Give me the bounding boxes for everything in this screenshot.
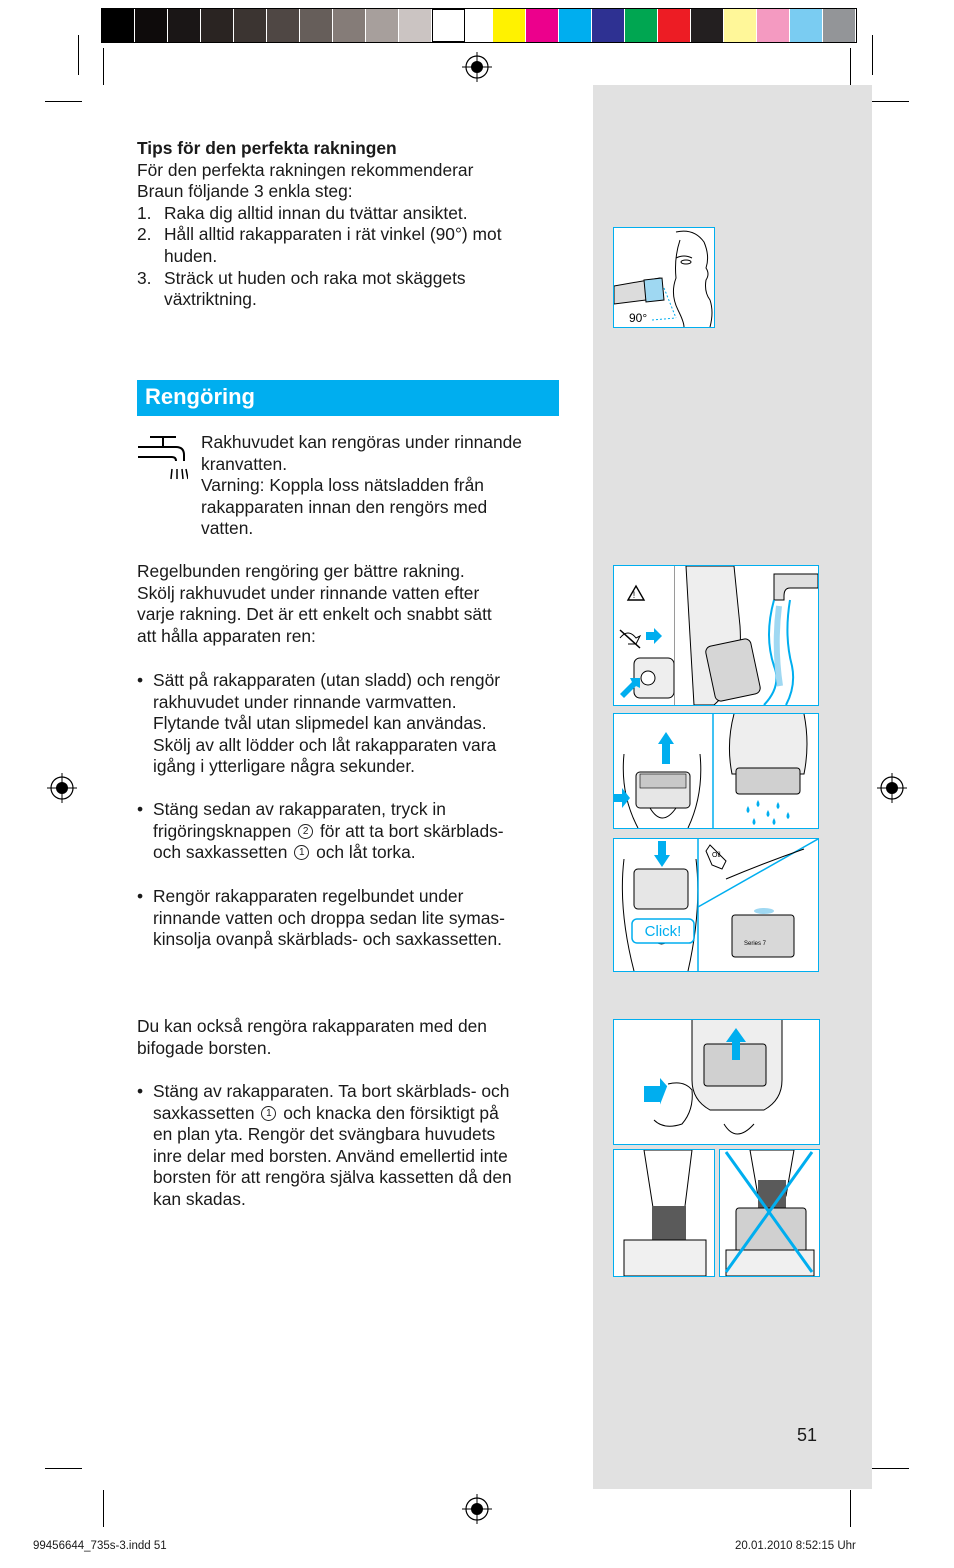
color-swatch	[790, 9, 823, 42]
color-swatch	[300, 9, 333, 42]
text-line: inre delar med borsten. Använd emellertid inte	[153, 1145, 508, 1166]
color-swatch	[102, 9, 135, 42]
tips-intro: För den perfekta rakningen rekommenderar	[137, 159, 474, 180]
text-line	[153, 842, 504, 864]
step-text-line: huden.	[164, 245, 218, 266]
text-line: igång i ytterligare några sekunder.	[153, 756, 415, 777]
text-line: kranvatten.	[201, 453, 288, 474]
tips-section	[137, 138, 562, 311]
color-swatch	[168, 9, 201, 42]
text-line: Stäng av rakapparaten. Ta bort skärblads- och	[153, 1081, 510, 1101]
text-line: varje rakning. Det är ett enkelt och snabbt sätt	[137, 604, 492, 625]
illustration-brushing-ok	[613, 1149, 715, 1277]
color-swatch	[493, 9, 526, 42]
text-line: vatten.	[201, 518, 254, 539]
circled-number-marker: 1	[294, 845, 309, 860]
illustration-brushing-not-allowed	[719, 1149, 820, 1277]
crop-mark	[103, 48, 104, 85]
numbered-step	[137, 224, 562, 267]
faucet-icon	[136, 433, 188, 485]
bullet-item	[137, 670, 562, 778]
color-swatch	[135, 9, 168, 42]
text-fragment: för att ta bort skärblads-	[319, 820, 504, 841]
color-swatch	[201, 9, 234, 42]
text-fragment: saxkassetten	[153, 1102, 255, 1123]
text-fragment: frigöringsknappen	[153, 820, 292, 841]
step-number: 1.	[137, 202, 152, 223]
color-swatch	[658, 9, 691, 42]
footer-timestamp: 20.01.2010 8:52:15 Uhr	[735, 1540, 856, 1552]
tips-steps-list	[137, 203, 562, 311]
color-swatch	[691, 9, 724, 42]
color-calibration-bar	[101, 8, 857, 43]
bullet-dot: •	[137, 799, 144, 819]
crop-mark	[45, 101, 82, 102]
step-text-line: Håll alltid rakapparaten i rät vinkel (90°) mot	[164, 224, 502, 245]
color-swatch	[399, 9, 432, 42]
color-swatch	[234, 9, 267, 42]
color-swatch	[559, 9, 592, 42]
text-line: bifogade borsten.	[137, 1037, 272, 1058]
illustration-shaving-angle	[613, 227, 715, 328]
text-line: Du kan också rengöra rakapparaten med den	[137, 1016, 487, 1036]
text-line: Skölj rakhuvudet under rinnande vatten efter	[137, 582, 480, 603]
numbered-step	[137, 203, 562, 225]
text-line: borsten för att rengöra själva kassetten då den	[153, 1167, 512, 1188]
brush-paragraph	[137, 1016, 562, 1059]
color-swatch	[526, 9, 559, 42]
series-label: Series 7	[744, 941, 767, 947]
text-fragment: och saxkassetten	[153, 842, 288, 863]
text-line: kinsolja ovanpå skärblads- och saxkassetten.	[153, 929, 502, 950]
step-text-line: Raka dig alltid innan du tvättar ansiktet.	[164, 202, 468, 223]
step-number: 3.	[137, 267, 152, 288]
faucet-note	[201, 432, 566, 540]
color-bar-gap	[465, 9, 493, 42]
color-swatch	[333, 9, 366, 42]
illustration-oil-and-click	[613, 838, 819, 972]
text-line: rinnande vatten och droppa sedan lite symas-	[153, 907, 505, 928]
crop-mark	[872, 1468, 909, 1469]
text-fragment: och knacka den försiktigt på	[283, 1102, 499, 1123]
angle-label: 90°	[629, 311, 648, 325]
footer-file-info: 99456644_735s-3.indd 51	[33, 1540, 167, 1552]
section-heading-bar	[137, 380, 559, 416]
text-line: Rakhuvudet kan rengöras under rinnande	[201, 432, 522, 452]
bullet-dot: •	[137, 1081, 144, 1101]
text-line: en plan yta. Rengör det svängbara huvudets	[153, 1124, 496, 1145]
tips-intro: Braun följande 3 enkla steg:	[137, 181, 353, 202]
crop-mark	[78, 35, 79, 75]
step-number: 2.	[137, 224, 152, 245]
text-line: kan skadas.	[153, 1188, 246, 1209]
crop-mark	[850, 48, 851, 85]
crop-mark	[850, 1490, 851, 1527]
numbered-step	[137, 268, 562, 311]
crop-mark	[103, 1490, 104, 1527]
illustration-brush-remove	[613, 1019, 820, 1145]
tips-title: Tips för den perfekta rakningen	[137, 138, 397, 158]
circled-number-marker: 2	[298, 824, 313, 839]
illustration-rinsing-under-tap	[613, 565, 819, 706]
crop-mark	[872, 35, 873, 75]
color-swatch	[823, 9, 856, 42]
circled-number-marker: 1	[261, 1106, 276, 1121]
text-line: Rengör rakapparaten regelbundet under	[153, 886, 464, 906]
color-swatch	[432, 9, 465, 42]
text-line: Sätt på rakapparaten (utan sladd) och rengör	[153, 670, 501, 690]
page-number: 51	[797, 1425, 818, 1445]
text-line: Regelbunden rengöring ger bättre rakning.	[137, 561, 465, 581]
oil-label: Oil	[712, 852, 721, 859]
text-line: Varning: Koppla loss nätsladden från	[201, 475, 484, 496]
bullet-item	[137, 886, 562, 951]
registration-mark-icon	[462, 1494, 492, 1524]
click-label: Click!	[644, 923, 682, 940]
color-swatch	[625, 9, 658, 42]
bullet-dot: •	[137, 886, 144, 906]
illustration-remove-cassette	[613, 713, 819, 829]
color-swatch	[366, 9, 399, 42]
text-line: Stäng sedan av rakapparaten, tryck in	[153, 799, 446, 819]
crop-mark	[45, 1468, 82, 1469]
text-fragment: och låt torka.	[316, 842, 416, 863]
step-text-line: Sträck ut huden och raka mot skäggets	[164, 267, 466, 288]
color-swatch	[267, 9, 300, 42]
registration-mark-icon	[462, 52, 492, 82]
bullet-item	[137, 799, 562, 864]
text-line: att hålla apparaten ren:	[137, 625, 316, 646]
color-swatch	[724, 9, 757, 42]
color-swatch	[757, 9, 790, 42]
crop-mark	[872, 101, 909, 102]
text-line: rakhuvudet under rinnande varmvatten.	[153, 691, 457, 712]
text-line: Flytande tvål utan slipmedel kan användas.	[153, 713, 487, 734]
registration-mark-icon	[877, 773, 907, 803]
registration-mark-icon	[47, 773, 77, 803]
section-title: Rengöring	[145, 384, 255, 409]
color-swatch	[592, 9, 625, 42]
text-line: Skölj av allt lödder och låt rakapparaten vara	[153, 734, 497, 755]
text-line	[153, 821, 504, 843]
regular-cleaning-paragraph	[137, 561, 562, 647]
bullet-item	[137, 1081, 562, 1211]
text-line: rakapparaten innan den rengörs med	[201, 496, 488, 517]
step-text-line: växtriktning.	[164, 289, 257, 310]
text-line	[153, 1103, 512, 1125]
bullet-dot: •	[137, 670, 144, 690]
svg-text:!: !	[632, 590, 636, 600]
